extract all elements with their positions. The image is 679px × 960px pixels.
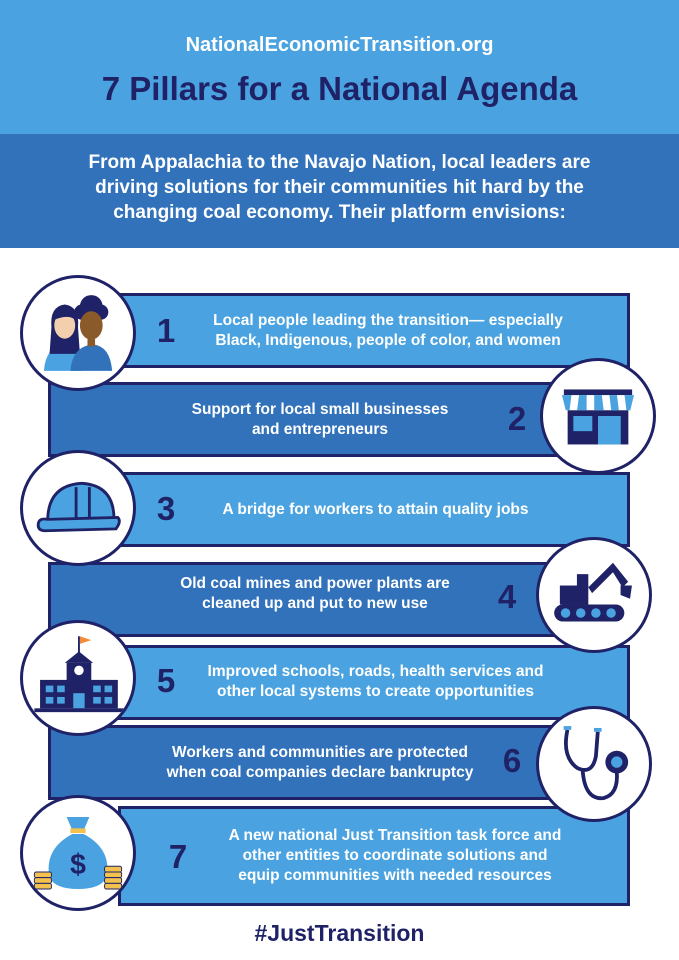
- pillar-line: A bridge for workers to attain quality jobs: [222, 501, 529, 518]
- pillar-2-icon-circle: [540, 358, 656, 474]
- pillar-line: Workers and communities are protected: [171, 744, 469, 761]
- pillar-2-number: 2: [507, 400, 527, 437]
- money-bag-icon: [23, 798, 133, 908]
- pillar-4-text: [155, 574, 475, 614]
- excavator-icon: [539, 540, 649, 650]
- pillar-6-icon-circle: [536, 706, 652, 822]
- pillar-1-number: 1: [156, 312, 176, 349]
- intro-line: From Appalachia to the Navajo Nation, local leaders are: [88, 152, 591, 173]
- pillar-line: and entrepreneurs: [251, 421, 389, 438]
- pillar-line: when coal companies declare bankruptcy: [166, 764, 474, 781]
- pillar-1-text: [188, 311, 588, 351]
- pillar-line: Old coal mines and power plants are: [180, 575, 450, 592]
- pillar-line: Local people leading the transition— especially: [213, 312, 563, 329]
- pillar-line: A new national Just Transition task force and: [228, 827, 562, 844]
- pillar-line: cleaned up and put to new use: [202, 595, 428, 612]
- pillar-line: equip communities with needed resources: [238, 867, 552, 884]
- pillar-7-number: 7: [168, 838, 188, 875]
- hashtag: #JustTransition: [254, 920, 425, 946]
- pillar-line: Support for local small businesses: [191, 401, 449, 418]
- hard-hat-icon: [23, 453, 133, 563]
- intro-text: [40, 150, 639, 225]
- stethoscope-icon: [539, 709, 649, 819]
- site-url: NationalEconomicTransition.org: [185, 34, 494, 56]
- page-title: 7 Pillars for a National Agenda: [101, 70, 578, 107]
- pillar-4-icon-circle: [536, 537, 652, 653]
- pillar-7-text: [210, 826, 580, 886]
- pillar-line: Improved schools, roads, health services and: [207, 663, 544, 680]
- storefront-icon: [543, 361, 653, 471]
- people-icon: [23, 278, 133, 388]
- pillar-6-text: [150, 743, 490, 783]
- pillar-1-icon-circle: [20, 275, 136, 391]
- pillar-5-text: [188, 662, 563, 702]
- pillar-6-number: 6: [502, 742, 522, 779]
- header-banner: [0, 0, 679, 134]
- pillar-line: Black, Indigenous, people of color, and women: [215, 332, 561, 349]
- intro-line: changing coal economy. Their platform envisions:: [113, 202, 566, 223]
- pillar-3-number: 3: [156, 490, 176, 527]
- school-building-icon: [23, 623, 133, 733]
- intro-line: driving solutions for their communities hit hard by the: [95, 177, 584, 198]
- pillar-line: other entities to coordinate solutions and: [242, 847, 548, 864]
- pillar-7-icon-circle: [20, 795, 136, 911]
- pillar-5-icon-circle: [20, 620, 136, 736]
- pillar-2-text: [160, 400, 480, 440]
- pillar-5-number: 5: [156, 662, 176, 699]
- pillar-line: other local systems to create opportunities: [217, 683, 534, 700]
- pillar-3-icon-circle: [20, 450, 136, 566]
- svg-text:$: $: [70, 848, 86, 881]
- pillar-4-number: 4: [497, 578, 517, 615]
- pillar-3-text: [188, 500, 563, 520]
